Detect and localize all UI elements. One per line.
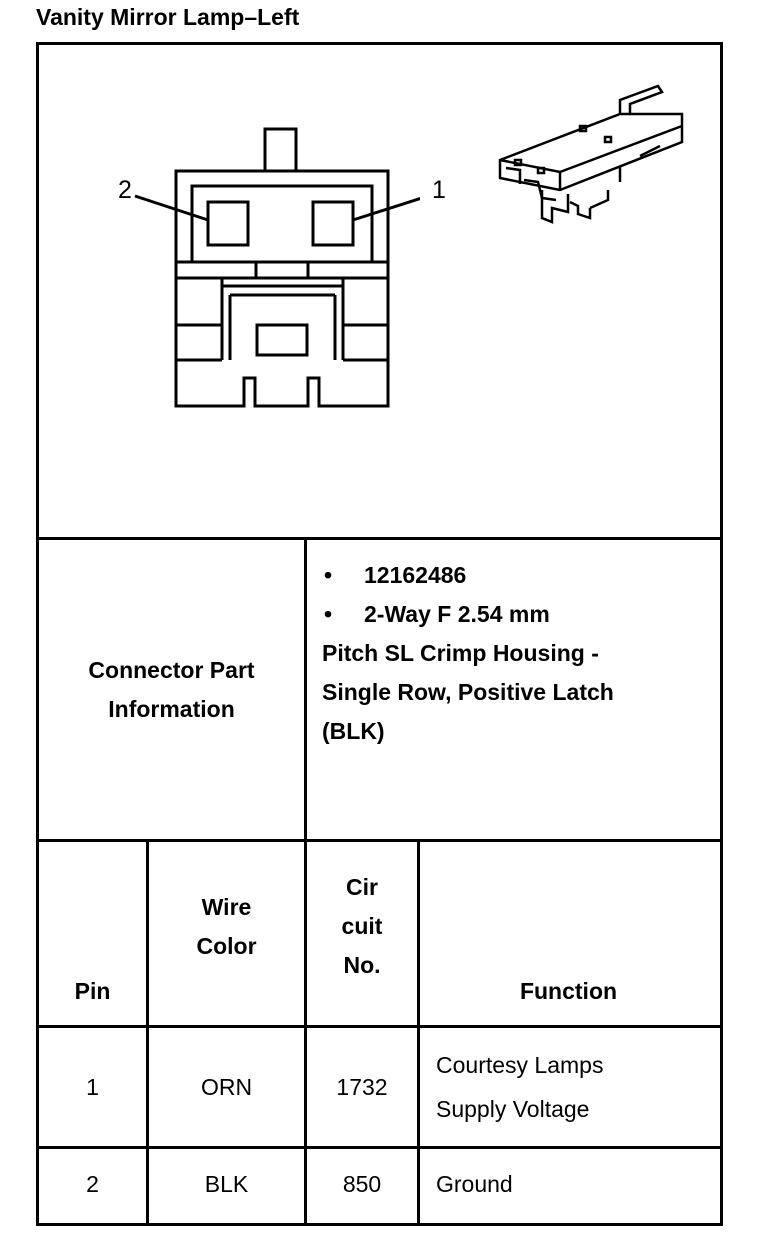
- function-line1: Courtesy Lamps: [436, 1052, 604, 1078]
- function-line2: Supply Voltage: [436, 1096, 590, 1122]
- connector-part-info-label: [39, 540, 304, 839]
- pin-label-1: 1: [432, 176, 446, 204]
- header-wire-color-line1: Wire: [201, 893, 252, 920]
- connector-part-info-label-line2: Information: [108, 695, 235, 722]
- table-row-1-pin: 1: [86, 1073, 99, 1100]
- bullet: •: [324, 562, 333, 588]
- connector-description-line: (BLK): [322, 718, 385, 744]
- header-function: [420, 842, 717, 1025]
- part-number: 12162486: [364, 562, 467, 588]
- table-row-1-function: [420, 1028, 717, 1146]
- connector-description-line: Single Row, Positive Latch: [322, 679, 614, 705]
- table-row-2-function: Ground: [436, 1171, 513, 1197]
- page-title: Vanity Mirror Lamp–Left: [36, 4, 300, 30]
- connector-face-diagram: [100, 120, 420, 420]
- connector-part-info-value: [322, 556, 702, 751]
- header-pin: [39, 842, 146, 1025]
- header-wire-color: [149, 842, 304, 1025]
- connector-type: 2-Way F 2.54 mm: [364, 601, 550, 627]
- table-row-2-circuit: 850: [342, 1171, 382, 1197]
- part-number-item: [322, 556, 702, 595]
- divider: [304, 537, 307, 842]
- table-row-2-wire-color: BLK: [204, 1171, 249, 1197]
- header-circuit-line1: Cir: [346, 874, 378, 900]
- table-row-2-pin: 2: [86, 1171, 99, 1197]
- pin-label-2: 2: [118, 176, 132, 204]
- bullet: •: [324, 601, 333, 627]
- header-wire-color-line2: Color: [196, 932, 257, 959]
- header-pin-text: Pin: [74, 978, 111, 1004]
- header-circuit-line3: No.: [343, 952, 381, 978]
- connector-isometric-drawing: [490, 82, 695, 232]
- connector-part-info-label-line1: Connector Part: [88, 656, 255, 683]
- header-circuit-number: [307, 842, 417, 1025]
- connector-description-line: Pitch SL Crimp Housing -: [322, 640, 599, 666]
- header-function-text: Function: [519, 978, 618, 1004]
- connector-type-item: [322, 595, 702, 634]
- header-circuit-line2: cuit: [341, 913, 383, 939]
- table-row-1-wire-color: ORN: [200, 1073, 253, 1100]
- table-row-1-circuit: 1732: [336, 1073, 388, 1100]
